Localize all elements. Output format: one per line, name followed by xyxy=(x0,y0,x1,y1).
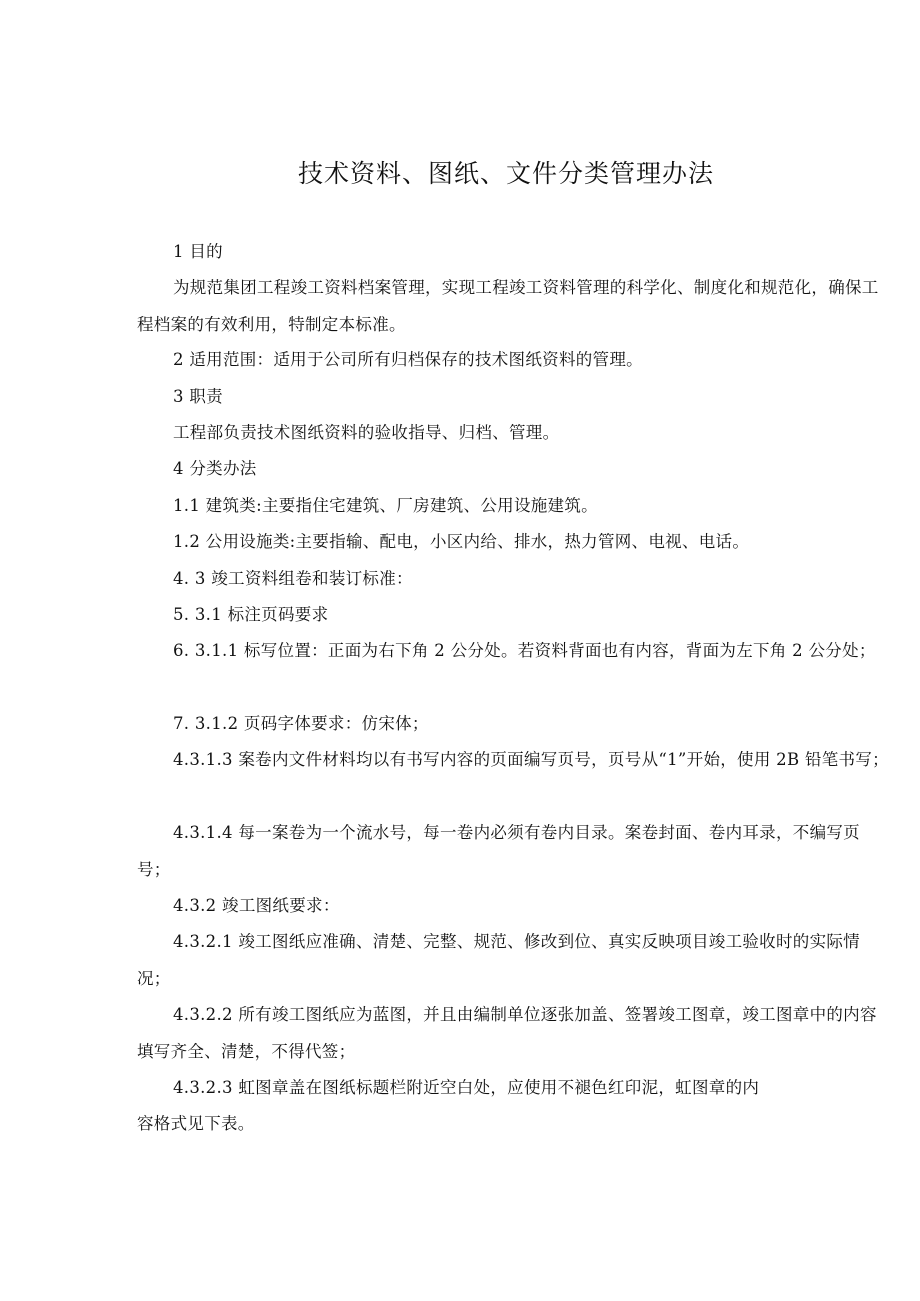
serial-number-rule: 4.3.1.4 每一案卷为一个流水号，每一卷内必须有卷内目录。案卷封面、卷内耳录，不编写页号； xyxy=(137,823,860,879)
stamp-format-note: 容格式见下表。 xyxy=(137,1114,255,1133)
duty-paragraph: 工程部负责技术图纸资料的验收指导、归档、管理。 xyxy=(173,423,560,442)
stamp-position-rule: 4.3.2.3 虹图章盖在图纸标题栏附近空白处，应使用不褪色红印泥，虹图章的内 xyxy=(173,1078,760,1097)
page-number-font: 7. 3.1.2 页码字体要求：仿宋体； xyxy=(173,714,429,733)
page-number-position: 6. 3.1.1 标写位置：正面为右下角 2 公分处。若资料背面也有内容，背面为左下角 2 公分处； xyxy=(173,641,876,660)
section-classification-heading: 4 分类办法 xyxy=(173,459,257,478)
document-title: 技术资料、图纸、文件分类管理办法 xyxy=(297,159,714,188)
purpose-paragraph: 为规范集团工程竣工资料档案管理，实现工程竣工资料管理的科学化、制度化和规范化，确保工程档案的有效利用，特制定本标准。 xyxy=(137,278,879,334)
scope-paragraph: 2 适用范围：适用于公司所有归档保存的技术图纸资料的管理。 xyxy=(173,350,643,369)
classification-utilities: 1.2 公用设施类:主要指输、配电，小区内给、排水，热力管网、电视、电话。 xyxy=(173,532,750,551)
binding-standard-heading: 4. 3 竣工资料组卷和装订标准： xyxy=(173,569,413,588)
classification-building: 1.1 建筑类:主要指住宅建筑、厂房建筑、公用设施建筑。 xyxy=(173,496,598,515)
section-duty-heading: 3 职责 xyxy=(173,387,223,406)
as-built-accuracy-rule: 4.3.2.1 竣工图纸应准确、清楚、完整、规范、修改到位、真实反映项目竣工验收时的实际情况； xyxy=(137,932,860,988)
as-built-stamp-rule: 4.3.2.2 所有竣工图纸应为蓝图，并且由编制单位逐张加盖、签署竣工图章，竣工图章中的内容填写齐全、清楚，不得代签； xyxy=(137,1005,877,1061)
page-number-requirement: 5. 3.1 标注页码要求 xyxy=(173,605,329,624)
as-built-drawing-heading: 4.3.2 竣工图纸要求： xyxy=(173,896,340,915)
section-purpose-heading: 1 目的 xyxy=(173,242,223,261)
page-numbering-rule: 4.3.1.3 案卷内文件材料均以有书写内容的页面编写页号，页号从“1”开始，使用 2B 铅笔书写； xyxy=(173,750,889,769)
